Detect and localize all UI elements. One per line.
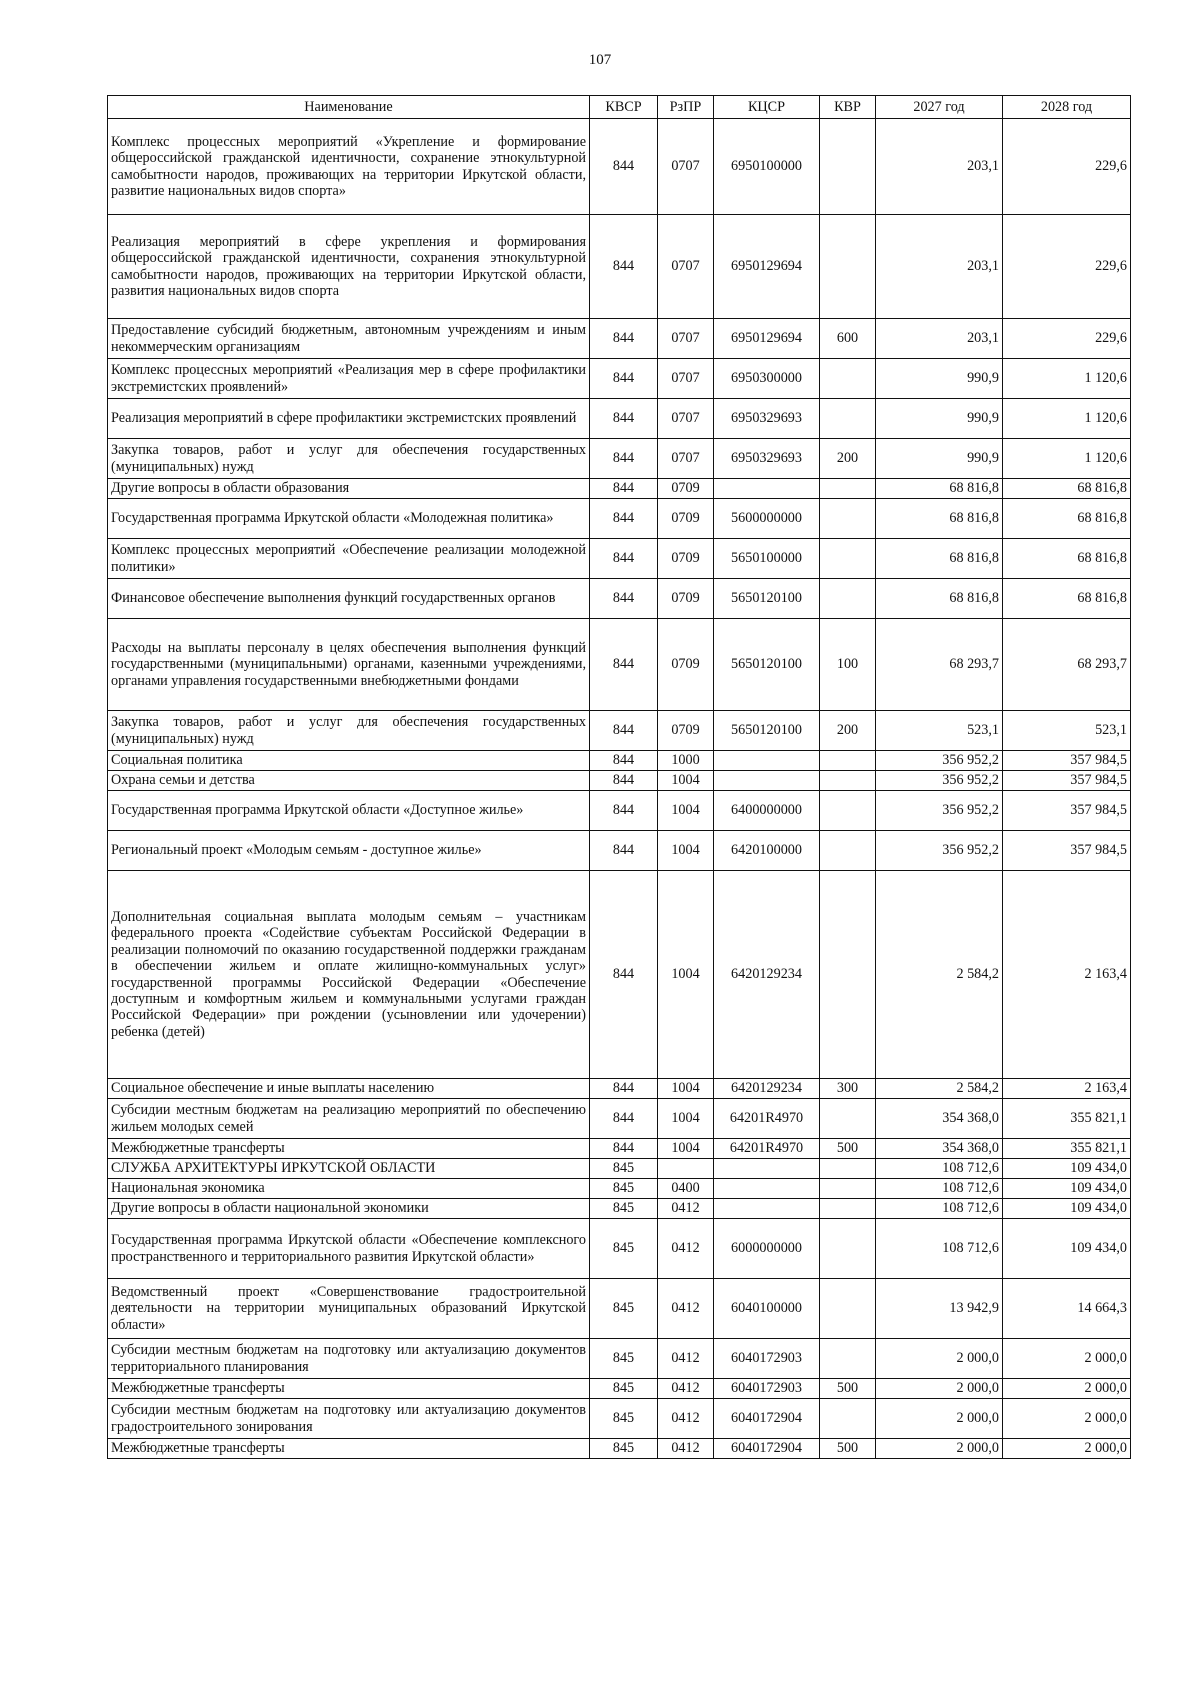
cell-kvr (820, 539, 876, 579)
cell-kvr (820, 871, 876, 1079)
cell-kvsr: 844 (590, 871, 658, 1079)
header-kvr: КВР (820, 96, 876, 119)
cell-2028: 2 000,0 (1003, 1339, 1131, 1379)
cell-2027: 990,9 (876, 439, 1003, 479)
cell-kvr (820, 119, 876, 215)
table-row (108, 399, 1131, 439)
cell-2028: 2 163,4 (1003, 1079, 1131, 1099)
cell-name: Национальная экономика (108, 1179, 590, 1199)
cell-name: Другие вопросы в области национальной экономики (108, 1199, 590, 1219)
cell-name: Государственная программа Иркутской области «Обеспечение комплексного пространственного и территориального развития Иркутской области» (108, 1219, 590, 1279)
table-row (108, 1199, 1131, 1219)
cell-2028: 2 000,0 (1003, 1399, 1131, 1439)
table-row (108, 771, 1131, 791)
cell-rzpr: 0707 (658, 399, 714, 439)
cell-kcsr: 6040172904 (714, 1439, 820, 1459)
cell-2028: 355 821,1 (1003, 1139, 1131, 1159)
cell-2027: 356 952,2 (876, 751, 1003, 771)
cell-kcsr: 6420129234 (714, 1079, 820, 1099)
cell-kcsr: 6950300000 (714, 359, 820, 399)
cell-2027: 13 942,9 (876, 1279, 1003, 1339)
table-row (108, 619, 1131, 711)
cell-kvr (820, 831, 876, 871)
cell-kvr: 500 (820, 1439, 876, 1459)
cell-kvsr: 844 (590, 119, 658, 215)
cell-kcsr: 6420129234 (714, 871, 820, 1079)
cell-rzpr: 0707 (658, 439, 714, 479)
cell-kvr (820, 359, 876, 399)
cell-kvsr: 844 (590, 215, 658, 319)
table-row (108, 1219, 1131, 1279)
cell-kcsr: 5650120100 (714, 711, 820, 751)
cell-2027: 108 712,6 (876, 1219, 1003, 1279)
cell-kvr (820, 1199, 876, 1219)
cell-rzpr: 0412 (658, 1219, 714, 1279)
cell-name: Реализация мероприятий в сфере укрепления и формирования общероссийской гражданской идентичности, сохранения этнокультурной самобытности народов, проживающих на территории Иркутской области, развития национальных видов спорта (108, 215, 590, 319)
cell-kvsr: 844 (590, 439, 658, 479)
table-row (108, 439, 1131, 479)
cell-kcsr: 64201R4970 (714, 1139, 820, 1159)
cell-name: СЛУЖБА АРХИТЕКТУРЫ ИРКУТСКОЙ ОБЛАСТИ (108, 1159, 590, 1179)
cell-2027: 68 816,8 (876, 479, 1003, 499)
cell-name: Социальное обеспечение и иные выплаты населению (108, 1079, 590, 1099)
cell-kvr (820, 579, 876, 619)
cell-kvsr: 844 (590, 479, 658, 499)
cell-2027: 203,1 (876, 319, 1003, 359)
table-row (108, 751, 1131, 771)
table-header (108, 96, 1131, 119)
table-body (108, 119, 1131, 1459)
cell-kvr: 200 (820, 711, 876, 751)
cell-2028: 357 984,5 (1003, 771, 1131, 791)
cell-kcsr (714, 771, 820, 791)
cell-name: Субсидии местным бюджетам на подготовку или актуализацию документов градостроительного зонирования (108, 1399, 590, 1439)
cell-2028: 1 120,6 (1003, 359, 1131, 399)
header-2028: 2028 год (1003, 96, 1131, 119)
cell-kvsr: 845 (590, 1179, 658, 1199)
cell-kcsr: 6000000000 (714, 1219, 820, 1279)
cell-2028: 109 434,0 (1003, 1179, 1131, 1199)
cell-kvsr: 844 (590, 1139, 658, 1159)
cell-kvr: 100 (820, 619, 876, 711)
cell-kvsr: 844 (590, 539, 658, 579)
table-row (108, 579, 1131, 619)
cell-name: Межбюджетные трансферты (108, 1139, 590, 1159)
cell-name: Другие вопросы в области образования (108, 479, 590, 499)
cell-2027: 108 712,6 (876, 1199, 1003, 1219)
cell-2027: 2 000,0 (876, 1399, 1003, 1439)
table-row (108, 871, 1131, 1079)
cell-kvsr: 844 (590, 1079, 658, 1099)
cell-name: Межбюджетные трансферты (108, 1439, 590, 1459)
cell-kvsr: 844 (590, 399, 658, 439)
cell-rzpr: 0412 (658, 1339, 714, 1379)
table-row (108, 359, 1131, 399)
cell-2028: 229,6 (1003, 215, 1131, 319)
cell-name: Комплекс процессных мероприятий «Обеспечение реализации молодежной политики» (108, 539, 590, 579)
cell-2028: 2 000,0 (1003, 1379, 1131, 1399)
cell-2027: 356 952,2 (876, 831, 1003, 871)
cell-kvsr: 844 (590, 359, 658, 399)
cell-kvsr: 844 (590, 579, 658, 619)
cell-kvr (820, 1219, 876, 1279)
table-row (108, 499, 1131, 539)
budget-table (107, 95, 1131, 1459)
table-row (108, 791, 1131, 831)
cell-2027: 68 816,8 (876, 579, 1003, 619)
cell-kvsr: 845 (590, 1339, 658, 1379)
cell-kvsr: 844 (590, 751, 658, 771)
cell-rzpr: 1004 (658, 871, 714, 1079)
cell-kvsr: 844 (590, 791, 658, 831)
cell-2028: 357 984,5 (1003, 791, 1131, 831)
cell-rzpr: 0412 (658, 1399, 714, 1439)
cell-kvsr: 844 (590, 319, 658, 359)
header-kvsr: КВСР (590, 96, 658, 119)
cell-2027: 108 712,6 (876, 1179, 1003, 1199)
cell-rzpr: 0707 (658, 215, 714, 319)
cell-kvsr: 845 (590, 1399, 658, 1439)
cell-kcsr: 5650120100 (714, 579, 820, 619)
page-number: 107 (588, 52, 612, 68)
cell-2028: 355 821,1 (1003, 1099, 1131, 1139)
cell-name: Государственная программа Иркутской области «Доступное жилье» (108, 791, 590, 831)
cell-2027: 354 368,0 (876, 1139, 1003, 1159)
cell-kvr: 300 (820, 1079, 876, 1099)
cell-2028: 1 120,6 (1003, 399, 1131, 439)
cell-2028: 68 293,7 (1003, 619, 1131, 711)
cell-rzpr: 1004 (658, 1079, 714, 1099)
cell-2027: 354 368,0 (876, 1099, 1003, 1139)
cell-2028: 2 000,0 (1003, 1439, 1131, 1459)
table-row (108, 479, 1131, 499)
table-row (108, 1179, 1131, 1199)
cell-rzpr: 0709 (658, 479, 714, 499)
cell-kvsr: 844 (590, 711, 658, 751)
table-row (108, 319, 1131, 359)
cell-kcsr (714, 1179, 820, 1199)
cell-name: Ведомственный проект «Совершенствование градостроительной деятельности на территории муниципальных образований Иркутской области» (108, 1279, 590, 1339)
cell-rzpr: 0707 (658, 359, 714, 399)
table-row (108, 1159, 1131, 1179)
cell-2027: 2 000,0 (876, 1439, 1003, 1459)
cell-kvr: 600 (820, 319, 876, 359)
cell-kvsr: 845 (590, 1199, 658, 1219)
header-2027: 2027 год (876, 96, 1003, 119)
cell-kvr (820, 771, 876, 791)
cell-kvr (820, 1179, 876, 1199)
cell-kcsr: 6420100000 (714, 831, 820, 871)
cell-name: Субсидии местным бюджетам на подготовку или актуализацию документов территориального планирования (108, 1339, 590, 1379)
cell-kcsr (714, 1199, 820, 1219)
cell-name: Расходы на выплаты персоналу в целях обеспечения выполнения функций государственными (муниципальными) органами, казенными учреждениями, органами управления государственными внебюджетными фондами (108, 619, 590, 711)
cell-rzpr (658, 1159, 714, 1179)
table-row (108, 1439, 1131, 1459)
cell-kvsr: 845 (590, 1439, 658, 1459)
cell-kvsr: 845 (590, 1279, 658, 1339)
cell-2027: 203,1 (876, 119, 1003, 215)
cell-kvsr: 844 (590, 1099, 658, 1139)
header-name: Наименование (108, 96, 590, 119)
cell-2027: 356 952,2 (876, 771, 1003, 791)
table-row (108, 215, 1131, 319)
cell-kvsr: 845 (590, 1219, 658, 1279)
cell-kcsr: 6040172903 (714, 1339, 820, 1379)
cell-kvr (820, 791, 876, 831)
cell-kvsr: 845 (590, 1159, 658, 1179)
cell-name: Региональный проект «Молодым семьям - доступное жилье» (108, 831, 590, 871)
cell-2028: 109 434,0 (1003, 1159, 1131, 1179)
cell-2027: 990,9 (876, 359, 1003, 399)
cell-2028: 357 984,5 (1003, 751, 1131, 771)
table-row (108, 119, 1131, 215)
cell-2027: 68 816,8 (876, 539, 1003, 579)
cell-kvr (820, 1399, 876, 1439)
cell-rzpr: 0709 (658, 711, 714, 751)
cell-rzpr: 0709 (658, 499, 714, 539)
cell-rzpr: 1004 (658, 831, 714, 871)
cell-name: Охрана семьи и детства (108, 771, 590, 791)
cell-rzpr: 0709 (658, 619, 714, 711)
cell-rzpr: 0709 (658, 539, 714, 579)
cell-2027: 68 293,7 (876, 619, 1003, 711)
cell-name: Закупка товаров, работ и услуг для обеспечения государственных (муниципальных) нужд (108, 711, 590, 751)
cell-kvr: 500 (820, 1379, 876, 1399)
cell-2027: 523,1 (876, 711, 1003, 751)
cell-name: Дополнительная социальная выплата молодым семьям – участникам федерального проекта «Содействие субъектам Российской Федерации в реализации полномочий по оказанию государственной поддержки гражданам в обеспечении жильем и оплате жилищно-коммунальных услуг» государственной программы Российской Федерации «Обеспечение доступным и комфортным жильем и коммунальными услугами граждан Российской Федерации» при рождении (усыновлении или удочерении) ребенка (детей) (108, 871, 590, 1079)
cell-rzpr: 0412 (658, 1379, 714, 1399)
cell-kcsr: 5600000000 (714, 499, 820, 539)
cell-kvr (820, 751, 876, 771)
table-row (108, 1139, 1131, 1159)
cell-rzpr: 0707 (658, 319, 714, 359)
cell-kcsr: 6040100000 (714, 1279, 820, 1339)
cell-kcsr: 6950129694 (714, 319, 820, 359)
cell-kvsr: 844 (590, 499, 658, 539)
cell-rzpr: 0412 (658, 1199, 714, 1219)
cell-2027: 68 816,8 (876, 499, 1003, 539)
cell-kvr (820, 499, 876, 539)
cell-kvsr: 844 (590, 619, 658, 711)
cell-kcsr (714, 1159, 820, 1179)
cell-rzpr: 1004 (658, 1139, 714, 1159)
cell-2027: 2 584,2 (876, 1079, 1003, 1099)
cell-kcsr: 6040172904 (714, 1399, 820, 1439)
cell-kvr: 500 (820, 1139, 876, 1159)
cell-name: Предоставление субсидий бюджетным, автономным учреждениям и иным некоммерческим организациям (108, 319, 590, 359)
cell-rzpr: 1004 (658, 791, 714, 831)
cell-kcsr: 6040172903 (714, 1379, 820, 1399)
cell-2028: 68 816,8 (1003, 579, 1131, 619)
cell-kcsr: 64201R4970 (714, 1099, 820, 1139)
cell-rzpr: 1000 (658, 751, 714, 771)
cell-kvr (820, 1339, 876, 1379)
cell-name: Субсидии местным бюджетам на реализацию мероприятий по обеспечению жильем молодых семей (108, 1099, 590, 1139)
header-kcsr: КЦСР (714, 96, 820, 119)
cell-name: Межбюджетные трансферты (108, 1379, 590, 1399)
cell-kvr (820, 479, 876, 499)
cell-2028: 1 120,6 (1003, 439, 1131, 479)
cell-name: Финансовое обеспечение выполнения функций государственных органов (108, 579, 590, 619)
cell-name: Реализация мероприятий в сфере профилактики экстремистских проявлений (108, 399, 590, 439)
cell-2028: 357 984,5 (1003, 831, 1131, 871)
table-row (108, 1079, 1131, 1099)
cell-rzpr: 0412 (658, 1439, 714, 1459)
cell-kcsr: 6950329693 (714, 439, 820, 479)
cell-kcsr: 5650100000 (714, 539, 820, 579)
cell-name: Комплекс процессных мероприятий «Укрепление и формирование общероссийской гражданской идентичности, сохранение этнокультурной самобытности народов, проживающих на территории Иркутской области, развитие национальных видов спорта» (108, 119, 590, 215)
cell-name: Закупка товаров, работ и услуг для обеспечения государственных (муниципальных) нужд (108, 439, 590, 479)
cell-rzpr: 0709 (658, 579, 714, 619)
cell-name: Социальная политика (108, 751, 590, 771)
cell-2027: 2 000,0 (876, 1339, 1003, 1379)
table-row (108, 539, 1131, 579)
cell-2028: 229,6 (1003, 119, 1131, 215)
cell-2027: 2 584,2 (876, 871, 1003, 1079)
cell-rzpr: 0707 (658, 119, 714, 215)
table-row (108, 1279, 1131, 1339)
cell-kcsr (714, 479, 820, 499)
cell-kcsr: 5650120100 (714, 619, 820, 711)
cell-name: Государственная программа Иркутской области «Молодежная политика» (108, 499, 590, 539)
header-row (108, 96, 1131, 119)
cell-kvr (820, 399, 876, 439)
cell-kvr (820, 1279, 876, 1339)
table-row (108, 1099, 1131, 1139)
cell-kvsr: 844 (590, 831, 658, 871)
cell-2027: 990,9 (876, 399, 1003, 439)
cell-2028: 109 434,0 (1003, 1219, 1131, 1279)
cell-2028: 2 163,4 (1003, 871, 1131, 1079)
cell-kvsr: 845 (590, 1379, 658, 1399)
cell-kvsr: 844 (590, 771, 658, 791)
header-rzpr: РзПР (658, 96, 714, 119)
cell-kvr: 200 (820, 439, 876, 479)
table-row (108, 1339, 1131, 1379)
cell-2028: 229,6 (1003, 319, 1131, 359)
cell-rzpr: 1004 (658, 1099, 714, 1139)
cell-kvr (820, 215, 876, 319)
cell-kvr (820, 1099, 876, 1139)
cell-rzpr: 0400 (658, 1179, 714, 1199)
table-row (108, 711, 1131, 751)
table-row (108, 1379, 1131, 1399)
table-row (108, 831, 1131, 871)
cell-kcsr (714, 751, 820, 771)
cell-kcsr: 6400000000 (714, 791, 820, 831)
cell-2028: 523,1 (1003, 711, 1131, 751)
cell-2027: 108 712,6 (876, 1159, 1003, 1179)
cell-kcsr: 6950129694 (714, 215, 820, 319)
cell-2028: 14 664,3 (1003, 1279, 1131, 1339)
cell-2028: 68 816,8 (1003, 499, 1131, 539)
cell-kcsr: 6950329693 (714, 399, 820, 439)
cell-kcsr: 6950100000 (714, 119, 820, 215)
cell-2028: 68 816,8 (1003, 539, 1131, 579)
cell-2027: 203,1 (876, 215, 1003, 319)
cell-2027: 2 000,0 (876, 1379, 1003, 1399)
cell-2028: 68 816,8 (1003, 479, 1131, 499)
table-row (108, 1399, 1131, 1439)
cell-2028: 109 434,0 (1003, 1199, 1131, 1219)
cell-kvr (820, 1159, 876, 1179)
cell-name: Комплекс процессных мероприятий «Реализация мер в сфере профилактики экстремистских проявлений» (108, 359, 590, 399)
cell-rzpr: 0412 (658, 1279, 714, 1339)
cell-rzpr: 1004 (658, 771, 714, 791)
cell-2027: 356 952,2 (876, 791, 1003, 831)
